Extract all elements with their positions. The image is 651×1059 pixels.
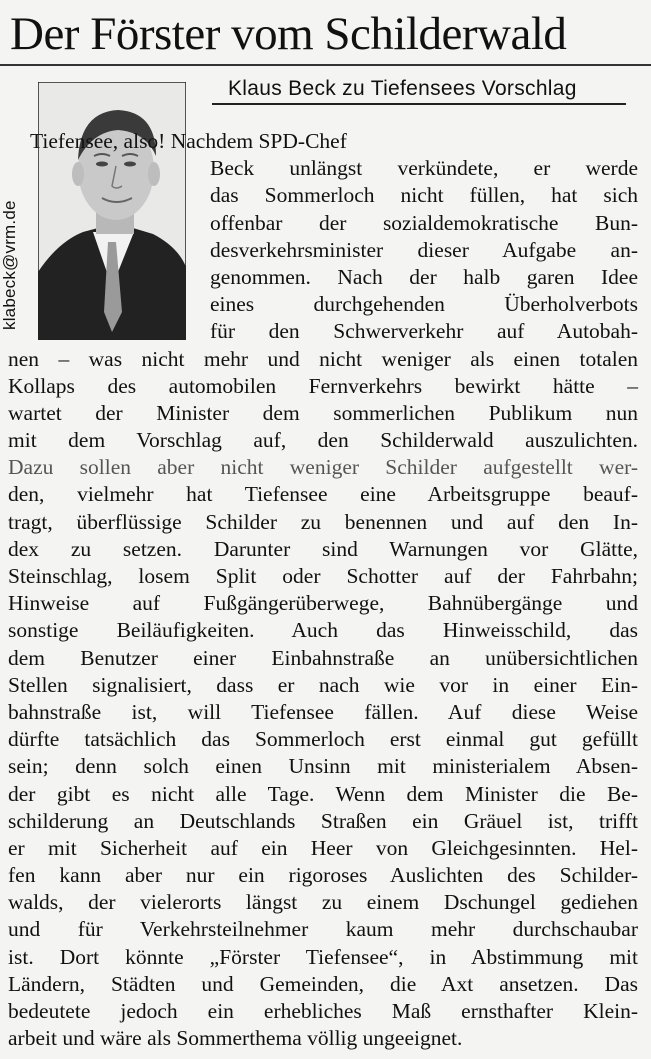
article-line: schilderung an Deutschlands Straßen ein Gräuel ist, trifft xyxy=(8,808,638,833)
article-line: genommen. Nach der halb garen Idee xyxy=(210,264,638,289)
headline: Der Förster vom Schilderwald xyxy=(10,8,567,60)
article-line: Steinschlag, losem Split oder Schotter auf der Fahrbahn; xyxy=(8,564,638,588)
article-line: mit dem Vorschlag auf, den Schilderwald auszulichten. xyxy=(8,428,638,453)
article-line: tragt, überflüssige Schilder zu benennen und auf den In- xyxy=(8,509,638,534)
article-line: sein; denn solch einen Unsinn mit ministerialem Absen- xyxy=(8,754,638,779)
article-line: Dazu sollen aber nicht weniger Schilder aufgestellt wer- xyxy=(8,455,638,480)
article-line: walds, der vielerorts längst zu einem Dschungel gediehen xyxy=(8,890,638,915)
article-line: desverkehrsminister dieser Aufgabe an- xyxy=(210,237,638,262)
article-line: dex zu setzen. Darunter sind Warnungen vor Glätte, xyxy=(8,536,638,561)
headline-rule xyxy=(0,64,651,66)
article-line: das Sommerloch nicht füllen, hat sich xyxy=(210,183,638,208)
article-line: Tiefensee, also! Nachdem SPD-Chef xyxy=(30,129,347,153)
article-line: er mit Sicherheit auf ein Heer von Gleichgesinnten. Hel- xyxy=(8,835,638,860)
subheadline: Klaus Beck zu Tiefensees Vorschlag xyxy=(228,77,577,100)
article-line: der gibt es nicht alle Tage. Wenn dem Minister die Be- xyxy=(8,781,638,806)
article-line: arbeit und wäre als Sommerthema völlig ungeeignet. xyxy=(8,1026,463,1051)
article-line: offenbar der sozialdemokratische Bun- xyxy=(210,210,638,235)
article-line: fen kann aber nur ein rigoroses Auslichten des Schilder- xyxy=(8,863,638,888)
article-line: Stellen signalisiert, dass er nach wie vor in einer Ein- xyxy=(8,672,638,697)
article-line: und für Verkehrsteilnehmer kaum mehr durchschaubar xyxy=(8,917,638,942)
article-line: ist. Dort könnte „Förster Tiefensee“, in Abstimmung mit xyxy=(8,944,638,969)
author-email: klabeck@vrm.de xyxy=(0,200,19,330)
article-line: Ländern, Städten und Gemeinden, die Axt ansetzen. Das xyxy=(8,971,638,996)
article-line: für den Schwerverkehr auf Autobah- xyxy=(210,319,638,344)
article-line: bahnstraße ist, will Tiefensee fällen. Auf diese Weise xyxy=(8,699,638,724)
article-line: bedeutete jedoch ein erhebliches Maß ernsthafter Klein- xyxy=(8,999,638,1023)
article-line: nen – was nicht mehr und nicht weniger als einen totalen xyxy=(8,346,638,371)
article-line: den, vielmehr hat Tiefensee eine Arbeitsgruppe beauf- xyxy=(8,482,638,507)
article-line: eines durchgehenden Überholverbots xyxy=(210,292,638,317)
article-line: wartet der Minister dem sommerlichen Publikum nun xyxy=(8,400,638,425)
subheadline-rule xyxy=(212,103,626,105)
article-line: Beck unlängst verkündete, er werde xyxy=(210,156,638,181)
article-body xyxy=(8,128,638,1052)
article-line: Kollaps des automobilen Fernverkehrs bewirkt hätte – xyxy=(8,373,638,398)
article-line: dem Benutzer einer Einbahnstraße an unübersichtlichen xyxy=(8,645,638,670)
article-line: Hinweise auf Fußgängerüberwege, Bahnübergänge und xyxy=(8,591,638,616)
article-line: sonstige Beiläufigkeiten. Auch das Hinweisschild, das xyxy=(8,618,638,643)
article-line: dürfte tatsächlich das Sommerloch erst einmal gut gefüllt xyxy=(8,727,638,752)
